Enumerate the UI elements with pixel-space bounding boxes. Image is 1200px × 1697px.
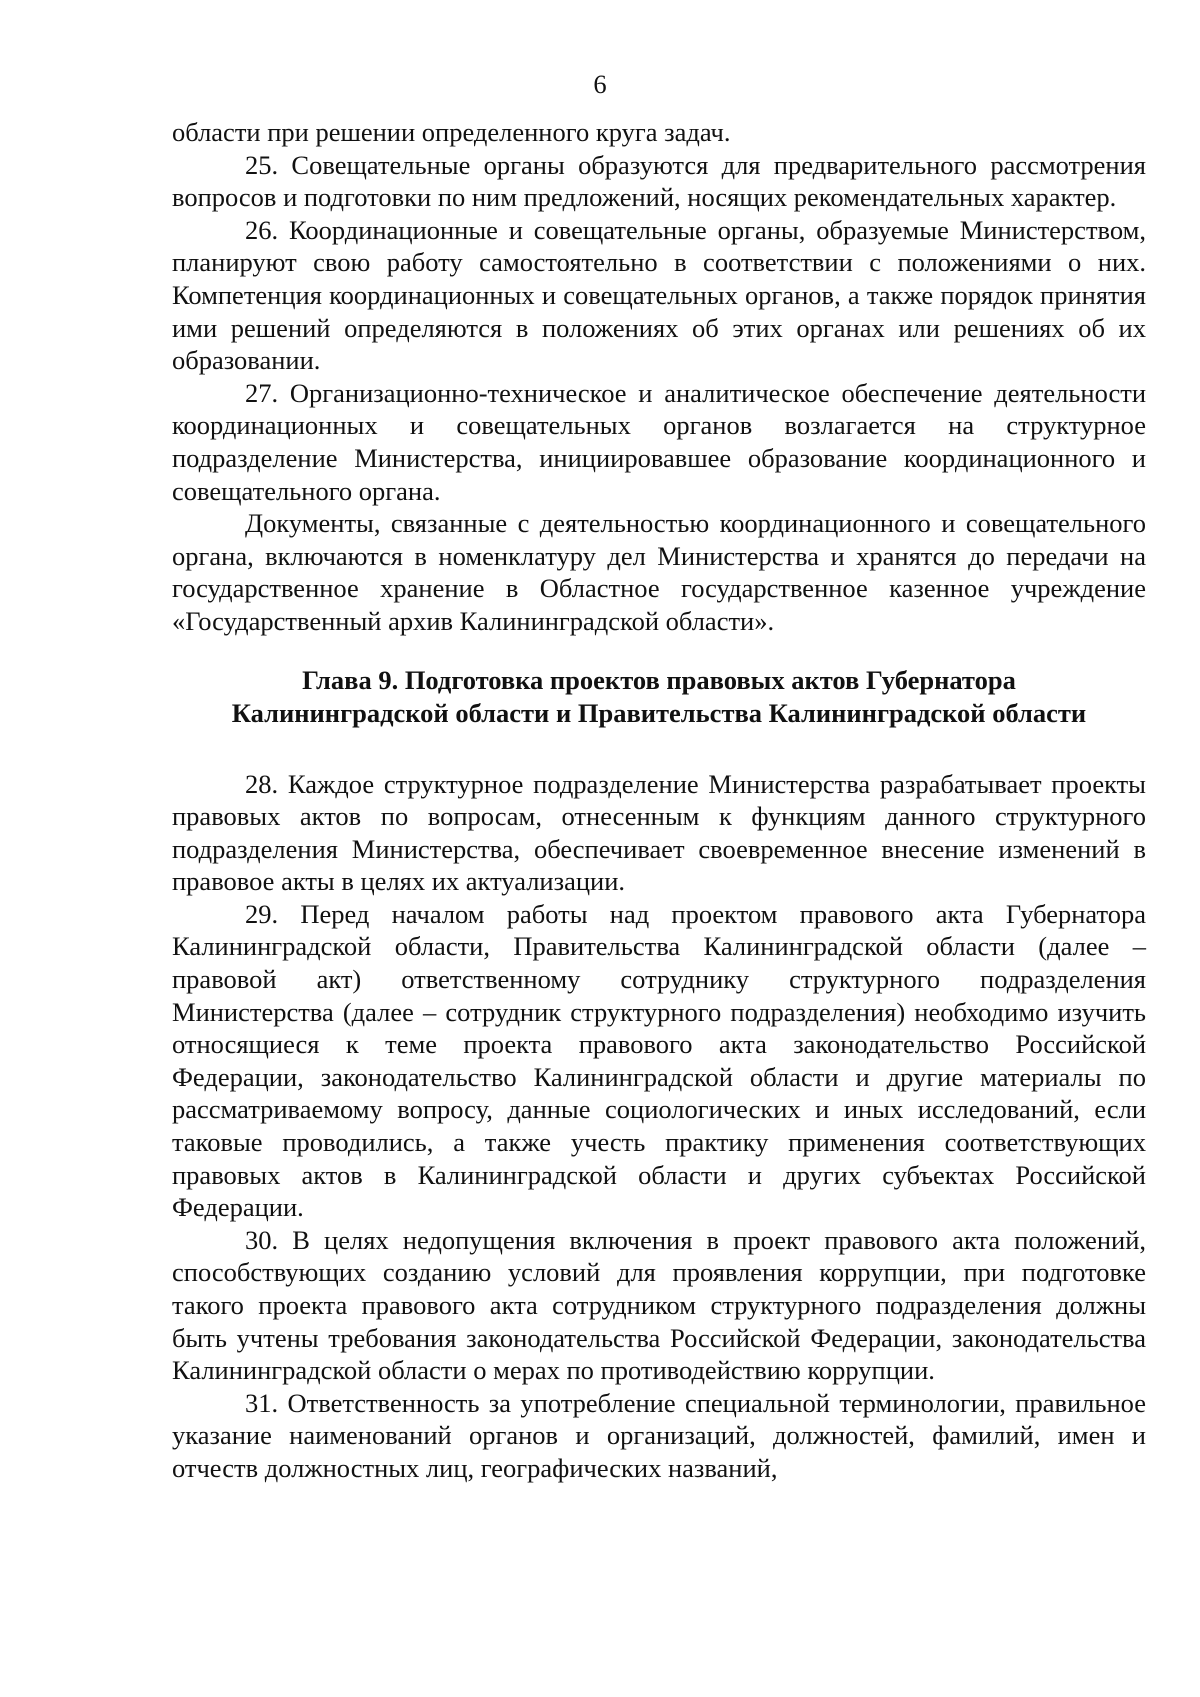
paragraph-29: 29. Перед началом работы над проектом правового акта Губернатора Калининградской области, Правительства Калининградской области (далее – правовой акт) ответственному сотруднику структурного подразделения Министерства (далее – сотрудник структурного подразделения) необходимо изучить относящиеся к теме проекта правового акта законодательство Российской Федерации, законодательство Калининградской области и другие материалы по рассматриваемому вопросу, данные социологических и иных исследований, если таковые проводились, а также учесть практику применения соответствующих правовых актов в Калининградской области и других субъектах Российской Федерации. xyxy=(172,898,1146,1223)
chapter-heading xyxy=(172,664,1146,730)
chapter-heading-line-1: Глава 9. Подготовка проектов правовых актов Губернатора xyxy=(302,664,1016,695)
document-body xyxy=(172,116,1146,1485)
paragraph-28: 28. Каждое структурное подразделение Министерства разрабатывает проекты правовых актов по вопросам, отнесенным к функциям данного структурного подразделения Министерства, обеспечивает своевременное внесение изменений в правовое акты в целях их актуализации. xyxy=(172,768,1146,897)
page-number: 6 xyxy=(593,69,607,99)
paragraph-27: 27. Организационно-техническое и аналитическое обеспечение деятельности координационных и совещательных органов возлагается на структурное подразделение Министерства, инициировавшее образование координационного и совещательного органа. xyxy=(172,377,1146,506)
paragraph-31: 31. Ответственность за употребление специальной терминологии, правильное указание наименований органов и организаций, должностей, фамилий, имен и отчеств должностных лиц, географических названий, xyxy=(172,1387,1146,1483)
paragraph-26: 26. Координационные и совещательные органы, образуемые Министерством, планируют свою работу самостоятельно в соответствии с положениями о них. Компетенция координационных и совещательных органов, а также порядок принятия ими решений определяются в положениях об этих органах или решениях об их образовании. xyxy=(172,214,1146,376)
paragraph-25: 25. Совещательные органы образуются для предварительного рассмотрения вопросов и подготовки по ним предложений, носящих рекомендательных характер. xyxy=(172,149,1146,213)
paragraph-30: 30. В целях недопущения включения в проект правового акта положений, способствующих созданию условий для проявления коррупции, при подготовке такого проекта правового акта сотрудником структурного подразделения должны быть учтены требования законодательства Российской Федерации, законодательства Калининградской области о мерах по противодействию коррупции. xyxy=(172,1224,1146,1386)
paragraph-27-documents: Документы, связанные с деятельностью координационного и совещательного органа, включаются в номенклатуру дел Министерства и хранятся до передачи на государственное хранение в Областное государственное казенное учреждение «Государственный архив Калининградской области». xyxy=(172,508,1146,636)
paragraph-continuation: области при решении определенного круга задач. xyxy=(172,117,731,147)
chapter-heading-line-2: Калининградской области и Правительства Калининградской области xyxy=(231,697,1087,728)
